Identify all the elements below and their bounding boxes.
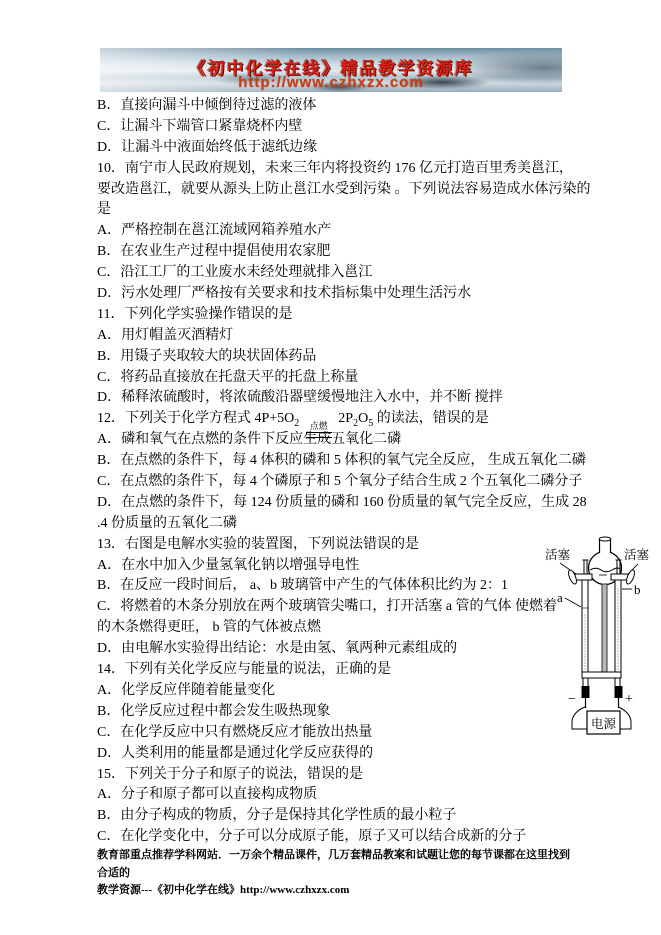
- equation-subscript: 5: [368, 418, 374, 430]
- text-line: A．严格控制在邕江流域网箱养殖水产: [97, 223, 332, 239]
- text-line: 14．下列有关化学反应与能量的说法，正确的是: [97, 662, 391, 678]
- text-line: 13．右图是电解水实验的装置图，下列说法错误的是: [97, 536, 419, 552]
- text-line: 10．南宁市人民政府规划，未来三年内将投资约 176 亿元打造百里秀美邕江，: [97, 160, 573, 176]
- text-line: C．将燃着的木条分别放在两个玻璃管尖嘴口，打开活塞 a 管的气体 使燃着: [97, 599, 558, 615]
- central-stem-tube: [602, 584, 607, 672]
- equation-subscript: 2: [294, 418, 300, 430]
- page-footer: [97, 847, 577, 900]
- footer-line: 教育部重点推荐学科网站．一万余个精品课件，几万套精品教案和试题让您的每节课都在这里找到合适的: [97, 849, 570, 879]
- reaction-condition-label: 点燃: [309, 421, 328, 432]
- text-line: A．用灯帽盖灭酒精灯: [97, 327, 234, 343]
- text-line: A．磷和氧气在点燃的条件下反应生成五氧化二磷: [97, 432, 402, 448]
- stopcock-right-valve: [611, 574, 628, 580]
- bottom-connector-tube: [582, 672, 621, 678]
- text-line: A．化学反应伴随着能量变化: [97, 682, 276, 698]
- text-line: A．在水中加入少量氢氧化钠以增强导电性: [97, 557, 360, 573]
- tube-a-label: a: [557, 590, 563, 605]
- stopcock-left-label: 活塞: [545, 548, 571, 562]
- banner-title: 《初中化学在线》精品教学资源库: [188, 59, 474, 78]
- text-line: C．在点燃的条件下，每 4 个磷原子和 5 个氧分子结合生成 2 个五氧化二磷分子: [97, 474, 583, 490]
- lines-before-equation: [97, 96, 657, 409]
- cathode-electrode: [582, 686, 590, 698]
- text-line: C．让漏斗下端管口紧靠烧杯内壁: [97, 118, 303, 134]
- text-line: B．由分子构成的物质，分子是保持其化学性质的最小粒子: [97, 808, 457, 824]
- text-line: D．让漏斗中液面始终低于滤纸边缘: [97, 139, 318, 155]
- equation-text: 12．下列关于化学方程式 4P+5O: [97, 411, 295, 427]
- site-banner-image: [100, 48, 562, 92]
- equation-text: 2P: [338, 411, 354, 427]
- stopcock-right-label: 活塞: [624, 548, 650, 562]
- text-line: D．稀释浓硫酸时，将浓硫酸沿器壁缓慢地注入水中，并不断 搅拌: [97, 390, 503, 406]
- footer-line: 教学资源---《初中化学在线》http://www.czhxzx.com: [97, 884, 350, 896]
- text-line: D．人类利用的能量都是通过化学反应获得的: [97, 745, 374, 761]
- equation-text: 的读法，错误的是: [376, 411, 489, 427]
- text-line: 的木条燃得更旺， b 管的气体被点燃: [97, 620, 321, 636]
- positive-terminal-sign: +: [625, 692, 633, 707]
- text-line: 11．下列化学实验操作错误的是: [97, 306, 293, 322]
- text-line: B．化学反应过程中都会发生吸热现象: [97, 703, 331, 719]
- equation-text: O: [358, 411, 369, 427]
- text-line: 要改造邕江，就要从源头上防止邕江水受到污染 。下列说法容易造成水体污染的: [97, 181, 591, 197]
- text-line: 是: [97, 202, 111, 218]
- text-line: B．用镊子夹取较大的块状固体药品: [97, 348, 317, 364]
- text-line: B．在反应一段时间后， a、b 玻璃管中产生的气体体积比约为 2：1: [97, 578, 509, 594]
- text-line: C．在化学变化中，分子可以分成原子能，原子又可以结合成新的分子: [97, 829, 527, 845]
- text-line: C．在化学反应中只有燃烧反应才能放出热量: [97, 724, 373, 740]
- text-line: D．污水处理厂严格按有关要求和技术指标集中处理生活污水: [97, 286, 472, 302]
- text-line: D．在点燃的条件下，每 124 份质量的磷和 160 份质量的氧气完全反应，生成 28: [97, 494, 587, 510]
- text-line: B．直接向漏斗中倾倒待过滤的液体: [97, 98, 317, 113]
- tube-a-liquid: [583, 614, 588, 672]
- text-line: A．分子和原子都可以直接构成物质: [97, 787, 318, 803]
- tube-b-liquid: [616, 588, 621, 672]
- electrolysis-apparatus-figure: [530, 530, 661, 760]
- text-line: B．在农业生产过程中提倡使用农家肥: [97, 244, 331, 260]
- stopcock-left-valve: [575, 574, 592, 580]
- negative-terminal-sign: −: [568, 692, 576, 707]
- text-line: D．由电解水实验得出结论：水是由氢、氧两种元素组成的: [97, 641, 458, 657]
- text-line: B．在点燃的条件下，每 4 体积的磷和 5 体积的氧气完全反应， 生成五氧化二磷: [97, 453, 586, 469]
- text-line: 15．下列关于分子和原子的说法，错误的是: [97, 766, 363, 782]
- text-line: .4 份质量的五氧化二磷: [97, 515, 237, 531]
- banner-url-link[interactable]: http://www.czhxzx.com: [238, 74, 424, 91]
- tube-b-label: b: [634, 582, 641, 597]
- text-line: C．将药品直接放在托盘天平的托盘上称量: [97, 369, 359, 385]
- power-source-label: 电源: [590, 717, 617, 731]
- text-line: C．沿江工厂的工业废水未经处理就排入邕江: [97, 265, 373, 281]
- question-12-equation-line: [97, 409, 657, 430]
- anode-electrode: [615, 686, 623, 698]
- equation-subscript: 2: [353, 418, 359, 430]
